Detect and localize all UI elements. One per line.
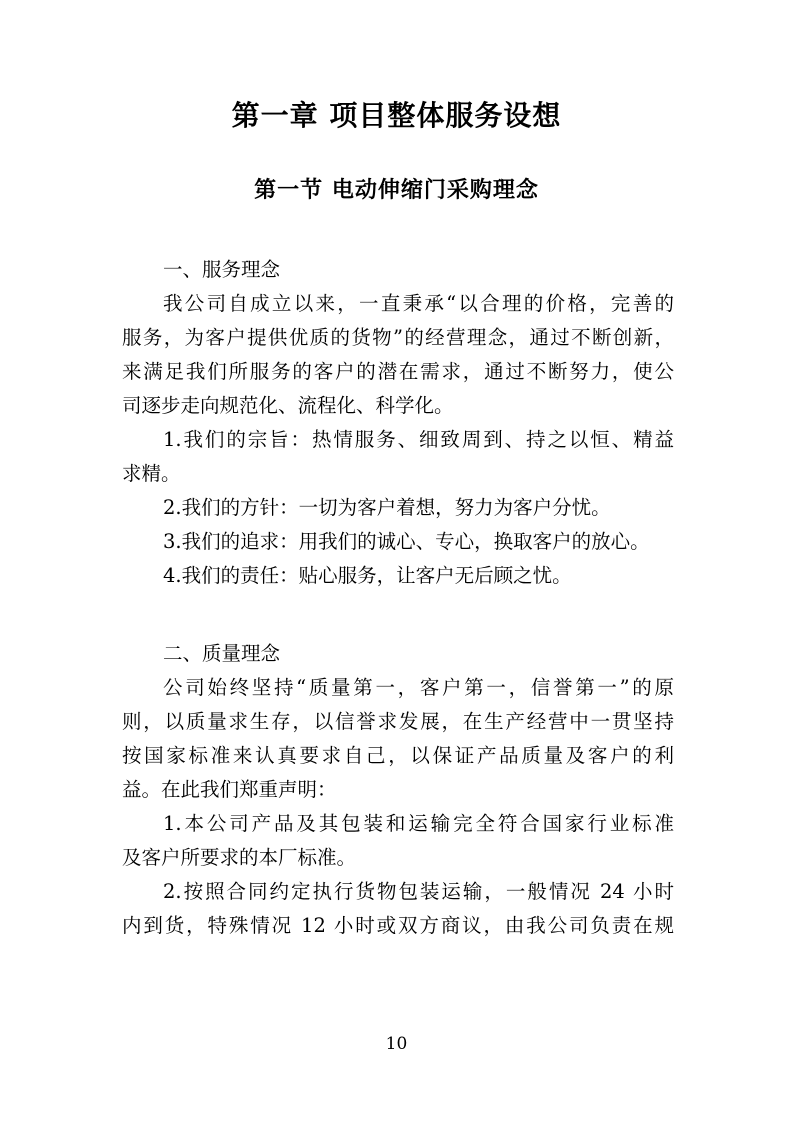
list-item-line: 内到货，特殊情况 12 小时或双方商议，由我公司负责在规	[122, 914, 674, 937]
list-item-line: 1.我们的宗旨：热情服务、细致周到、持之以恒、精益	[163, 428, 674, 451]
paragraph-line: 来满足我们所服务的客户的潜在需求，通过不断努力，使公	[122, 360, 674, 383]
paragraph-line: 我公司自成立以来，一直秉承“以合理的价格，完善的	[163, 292, 674, 315]
chapter-title: 第一章 项目整体服务设想	[231, 99, 562, 132]
section-title: 第一节 电动伸缩门采购理念	[254, 178, 539, 203]
section-spacer	[122, 593, 674, 637]
body-text	[122, 253, 674, 943]
paragraph-line: 按国家标准来认真要求自己，以保证产品质量及客户的利	[122, 744, 674, 767]
paragraph-line: 则，以质量求生存，以信誉求发展，在生产经营中一贯坚持	[122, 710, 674, 733]
list-item-line: 2.按照合同约定执行货物包装运输，一般情况 24 小时	[163, 880, 674, 903]
list-item: 2.我们的方针：一切为客户着想，努力为客户分忧。	[163, 496, 611, 519]
paragraph-line: 公司始终坚持“质量第一，客户第一，信誉第一”的原	[163, 676, 674, 699]
list-item-line: 及客户所要求的本厂标准。	[122, 846, 357, 869]
list-item-line: 求精。	[122, 462, 181, 485]
paragraph-line: 司逐步走向规范化、流程化、科学化。	[122, 394, 454, 417]
quality-philosophy-heading: 二、质量理念	[163, 642, 281, 665]
paragraph-line: 服务，为客户提供优质的货物”的经营理念，通过不断创新，	[122, 326, 674, 349]
page-number: 10	[385, 1034, 408, 1054]
service-philosophy-heading: 一、服务理念	[163, 258, 281, 281]
paragraph-line: 益。在此我们郑重声明：	[122, 778, 337, 801]
list-item: 4.我们的责任：贴心服务，让客户无后顾之忧。	[163, 564, 572, 587]
list-item-line: 1.本公司产品及其包装和运输完全符合国家行业标准	[163, 812, 674, 835]
list-item: 3.我们的追求：用我们的诚心、专心，换取客户的放心。	[163, 530, 650, 553]
